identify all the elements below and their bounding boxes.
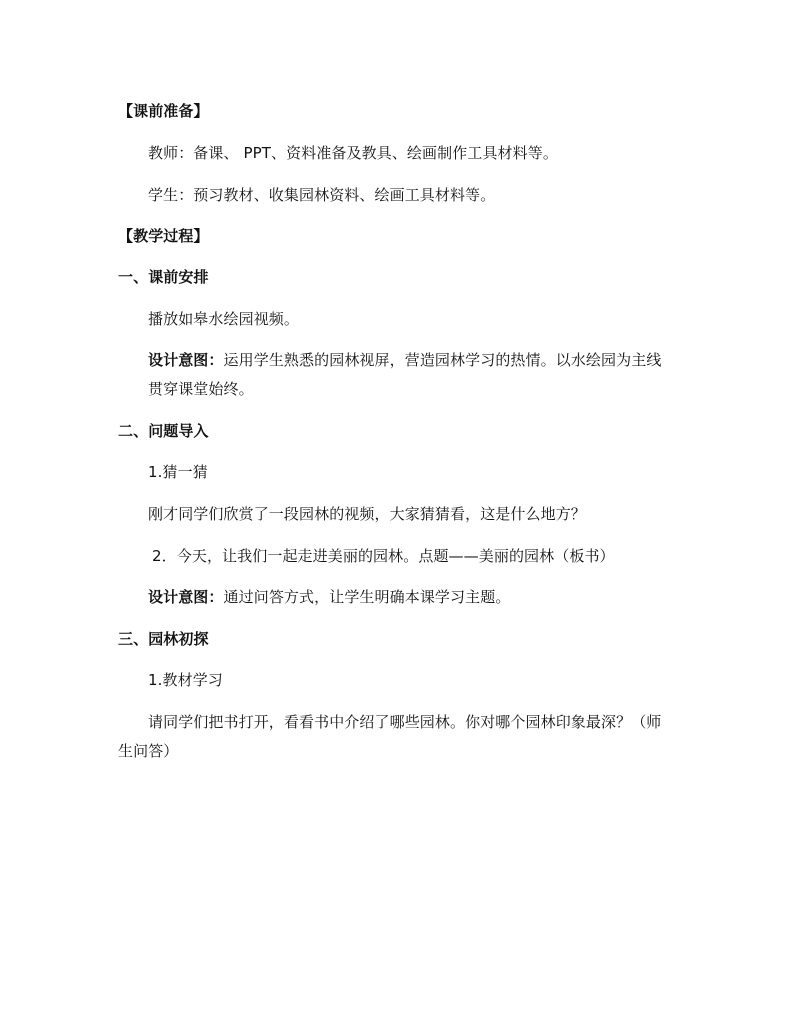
section3-text-2: 生问答） xyxy=(118,742,179,760)
section3-title: 三、园林初探 xyxy=(118,630,209,648)
teacher-prep-text: 教师：备课、 PPT、资料准备及教具、绘画制作工具材料等。 xyxy=(148,144,558,162)
student-prep-text: 学生：预习教材、收集园林资料、绘画工具材料等。 xyxy=(148,186,496,204)
section2-intent-line xyxy=(148,587,510,607)
section3-item1: 1.教材学习 xyxy=(148,671,223,689)
process-heading: 【教学过程】 xyxy=(118,227,209,245)
section1-intent-label: 设计意图： xyxy=(148,351,224,369)
section1-intent-text-2: 贯穿课堂始终。 xyxy=(148,380,254,398)
prep-heading: 【课前准备】 xyxy=(118,102,209,120)
section1-intent-line1 xyxy=(148,350,661,370)
section1-title: 一、课前安排 xyxy=(118,268,209,286)
section2-item2: 2．今天，让我们一起走进美丽的园林。点题——美丽的园林（板书） xyxy=(152,547,615,565)
section2-title: 二、问题导入 xyxy=(118,422,209,440)
section1-intent-text-1: 运用学生熟悉的园林视屏，营造园林学习的热情。以水绘园为主线 xyxy=(223,351,662,369)
section2-item1: 1.猜一猜 xyxy=(148,463,208,481)
section1-play-video: 播放如皋水绘园视频。 xyxy=(148,310,300,328)
section2-intent-text: 通过问答方式，让学生明确本课学习主题。 xyxy=(223,588,511,606)
section2-intent-label: 设计意图： xyxy=(148,588,224,606)
section2-question: 刚才同学们欣赏了一段园林的视频，大家猜猜看，这是什么地方？ xyxy=(148,505,586,523)
section3-text-1: 请同学们把书打开，看看书中介绍了哪些园林。你对哪个园林印象最深？（师 xyxy=(148,713,662,731)
